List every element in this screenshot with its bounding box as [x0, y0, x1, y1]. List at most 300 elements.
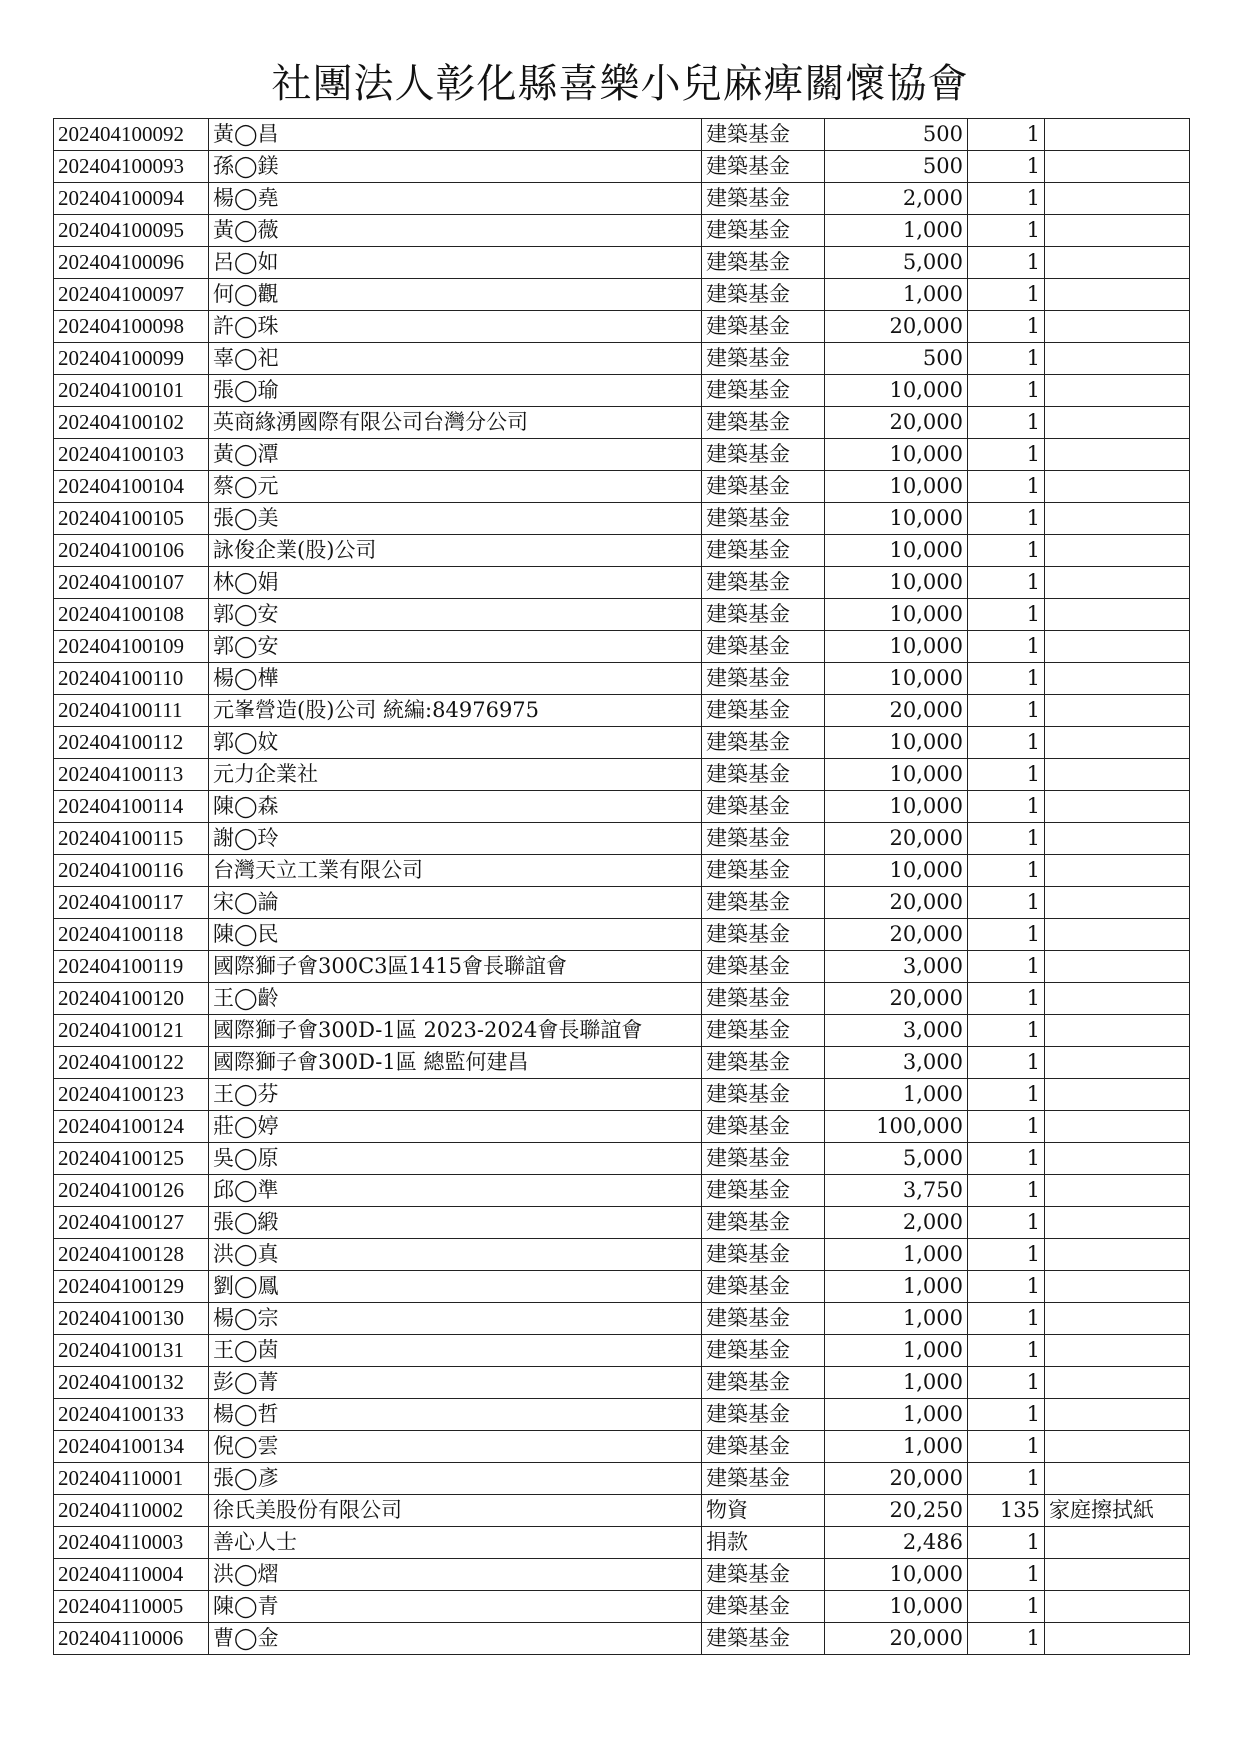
- receipt-number-cell: 202404110002: [54, 1495, 209, 1527]
- table-row: [54, 1079, 1190, 1111]
- amount-cell: 20,000: [825, 407, 968, 439]
- receipt-number-cell: 202404110003: [54, 1527, 209, 1559]
- amount-cell: 1,000: [825, 1271, 968, 1303]
- donor-name-cell: 王◯茵: [209, 1335, 702, 1367]
- table-row: [54, 311, 1190, 343]
- note-cell: [1045, 1175, 1190, 1207]
- table-row: [54, 791, 1190, 823]
- receipt-number-cell: 202404100134: [54, 1431, 209, 1463]
- table-row: [54, 1015, 1190, 1047]
- note-cell: [1045, 791, 1190, 823]
- note-cell: [1045, 1431, 1190, 1463]
- quantity-cell: 1: [968, 119, 1045, 151]
- quantity-cell: 1: [968, 1335, 1045, 1367]
- note-cell: [1045, 1111, 1190, 1143]
- receipt-number-cell: 202404100131: [54, 1335, 209, 1367]
- donation-type-cell: 建築基金: [702, 823, 825, 855]
- amount-cell: 1,000: [825, 215, 968, 247]
- donor-name-cell: 張◯緞: [209, 1207, 702, 1239]
- note-cell: [1045, 535, 1190, 567]
- amount-cell: 20,000: [825, 1463, 968, 1495]
- amount-cell: 20,000: [825, 983, 968, 1015]
- note-cell: [1045, 439, 1190, 471]
- quantity-cell: 1: [968, 631, 1045, 663]
- donor-name-cell: 郭◯妏: [209, 727, 702, 759]
- page-title: 社團法人彰化縣喜樂小兒麻痺關懷協會: [271, 61, 969, 107]
- table-row: [54, 599, 1190, 631]
- donation-type-cell: 建築基金: [702, 119, 825, 151]
- donation-type-cell: 建築基金: [702, 1271, 825, 1303]
- quantity-cell: 1: [968, 1399, 1045, 1431]
- quantity-cell: 1: [968, 567, 1045, 599]
- amount-cell: 1,000: [825, 1399, 968, 1431]
- amount-cell: 2,000: [825, 1207, 968, 1239]
- donor-name-cell: 辜◯祀: [209, 343, 702, 375]
- donation-type-cell: 建築基金: [702, 759, 825, 791]
- quantity-cell: 1: [968, 1303, 1045, 1335]
- amount-cell: 10,000: [825, 535, 968, 567]
- note-cell: [1045, 855, 1190, 887]
- donor-name-cell: 郭◯安: [209, 631, 702, 663]
- receipt-number-cell: 202404100110: [54, 663, 209, 695]
- donation-type-cell: 建築基金: [702, 1079, 825, 1111]
- receipt-number-cell: 202404100099: [54, 343, 209, 375]
- table-row: [54, 983, 1190, 1015]
- receipt-number-cell: 202404100097: [54, 279, 209, 311]
- quantity-cell: 1: [968, 695, 1045, 727]
- receipt-number-cell: 202404100128: [54, 1239, 209, 1271]
- quantity-cell: 1: [968, 1431, 1045, 1463]
- table-row: [54, 535, 1190, 567]
- table-row: [54, 1527, 1190, 1559]
- note-cell: [1045, 183, 1190, 215]
- table-row: [54, 1495, 1190, 1527]
- note-cell: [1045, 279, 1190, 311]
- quantity-cell: 1: [968, 183, 1045, 215]
- donation-type-cell: 建築基金: [702, 1175, 825, 1207]
- amount-cell: 10,000: [825, 759, 968, 791]
- amount-cell: 1,000: [825, 1079, 968, 1111]
- donor-name-cell: 徐氏美股份有限公司: [209, 1495, 702, 1527]
- note-cell: [1045, 151, 1190, 183]
- receipt-number-cell: 202404100120: [54, 983, 209, 1015]
- amount-cell: 10,000: [825, 599, 968, 631]
- table-row: [54, 919, 1190, 951]
- note-cell: [1045, 727, 1190, 759]
- amount-cell: 20,000: [825, 311, 968, 343]
- quantity-cell: 1: [968, 503, 1045, 535]
- donation-type-cell: 建築基金: [702, 1559, 825, 1591]
- amount-cell: 20,250: [825, 1495, 968, 1527]
- amount-cell: 3,000: [825, 951, 968, 983]
- donation-type-cell: 建築基金: [702, 1047, 825, 1079]
- amount-cell: 5,000: [825, 1143, 968, 1175]
- donation-type-cell: 建築基金: [702, 215, 825, 247]
- receipt-number-cell: 202404100108: [54, 599, 209, 631]
- amount-cell: 1,000: [825, 1335, 968, 1367]
- quantity-cell: 1: [968, 1463, 1045, 1495]
- table-row: [54, 279, 1190, 311]
- receipt-number-cell: 202404100132: [54, 1367, 209, 1399]
- donor-name-cell: 何◯觀: [209, 279, 702, 311]
- donor-name-cell: 呂◯如: [209, 247, 702, 279]
- donation-type-cell: 建築基金: [702, 727, 825, 759]
- amount-cell: 1,000: [825, 279, 968, 311]
- donation-type-cell: 建築基金: [702, 151, 825, 183]
- note-cell: [1045, 1463, 1190, 1495]
- amount-cell: 10,000: [825, 1559, 968, 1591]
- table-row: [54, 887, 1190, 919]
- receipt-number-cell: 202404100114: [54, 791, 209, 823]
- donation-type-cell: 物資: [702, 1495, 825, 1527]
- donation-type-cell: 建築基金: [702, 471, 825, 503]
- donor-name-cell: 黃◯潭: [209, 439, 702, 471]
- donation-type-cell: 建築基金: [702, 1431, 825, 1463]
- table-row: [54, 1335, 1190, 1367]
- donation-type-cell: 建築基金: [702, 343, 825, 375]
- receipt-number-cell: 202404100103: [54, 439, 209, 471]
- donor-name-cell: 陳◯民: [209, 919, 702, 951]
- note-cell: [1045, 1047, 1190, 1079]
- amount-cell: 1,000: [825, 1367, 968, 1399]
- quantity-cell: 1: [968, 311, 1045, 343]
- donor-name-cell: 元力企業社: [209, 759, 702, 791]
- note-cell: [1045, 1399, 1190, 1431]
- table-row: [54, 855, 1190, 887]
- donor-name-cell: 張◯瑜: [209, 375, 702, 407]
- donation-type-cell: 建築基金: [702, 1239, 825, 1271]
- donor-name-cell: 楊◯哲: [209, 1399, 702, 1431]
- quantity-cell: 1: [968, 1079, 1045, 1111]
- donation-type-cell: 建築基金: [702, 247, 825, 279]
- donation-type-cell: 建築基金: [702, 183, 825, 215]
- donor-name-cell: 國際獅子會300D-1區 2023-2024會長聯誼會: [209, 1015, 702, 1047]
- donor-name-cell: 陳◯森: [209, 791, 702, 823]
- quantity-cell: 1: [968, 1015, 1045, 1047]
- donor-name-cell: 洪◯熠: [209, 1559, 702, 1591]
- receipt-number-cell: 202404100130: [54, 1303, 209, 1335]
- quantity-cell: 1: [968, 823, 1045, 855]
- receipt-number-cell: 202404100123: [54, 1079, 209, 1111]
- donation-type-cell: 建築基金: [702, 855, 825, 887]
- donor-name-cell: 王◯芬: [209, 1079, 702, 1111]
- table-row: [54, 631, 1190, 663]
- amount-cell: 20,000: [825, 1623, 968, 1655]
- table-row: [54, 759, 1190, 791]
- quantity-cell: 1: [968, 1623, 1045, 1655]
- table-row: [54, 1175, 1190, 1207]
- note-cell: [1045, 503, 1190, 535]
- receipt-number-cell: 202404100125: [54, 1143, 209, 1175]
- note-cell: [1045, 1559, 1190, 1591]
- receipt-number-cell: 202404100121: [54, 1015, 209, 1047]
- quantity-cell: 1: [968, 1271, 1045, 1303]
- donor-name-cell: 楊◯樺: [209, 663, 702, 695]
- quantity-cell: 1: [968, 151, 1045, 183]
- note-cell: [1045, 471, 1190, 503]
- amount-cell: 2,000: [825, 183, 968, 215]
- note-cell: [1045, 1271, 1190, 1303]
- receipt-number-cell: 202404110005: [54, 1591, 209, 1623]
- note-cell: [1045, 375, 1190, 407]
- note-cell: [1045, 1303, 1190, 1335]
- donation-type-cell: 建築基金: [702, 279, 825, 311]
- note-cell: [1045, 919, 1190, 951]
- note-cell: [1045, 215, 1190, 247]
- amount-cell: 5,000: [825, 247, 968, 279]
- quantity-cell: 1: [968, 727, 1045, 759]
- receipt-number-cell: 202404100117: [54, 887, 209, 919]
- note-cell: [1045, 567, 1190, 599]
- amount-cell: 10,000: [825, 439, 968, 471]
- donor-name-cell: 吳◯原: [209, 1143, 702, 1175]
- quantity-cell: 1: [968, 759, 1045, 791]
- donor-name-cell: 王◯齡: [209, 983, 702, 1015]
- receipt-number-cell: 202404100119: [54, 951, 209, 983]
- receipt-number-cell: 202404100096: [54, 247, 209, 279]
- donation-type-cell: 建築基金: [702, 439, 825, 471]
- amount-cell: 500: [825, 119, 968, 151]
- donor-name-cell: 元峯營造(股)公司 統編:84976975: [209, 695, 702, 727]
- table-row: [54, 183, 1190, 215]
- donor-name-cell: 英商緣湧國際有限公司台灣分公司: [209, 407, 702, 439]
- receipt-number-cell: 202404100113: [54, 759, 209, 791]
- donation-type-cell: 建築基金: [702, 663, 825, 695]
- table-row: [54, 375, 1190, 407]
- note-cell: [1045, 887, 1190, 919]
- table-row: [54, 951, 1190, 983]
- donor-name-cell: 楊◯宗: [209, 1303, 702, 1335]
- donor-name-cell: 林◯娟: [209, 567, 702, 599]
- table-row: [54, 247, 1190, 279]
- note-cell: [1045, 407, 1190, 439]
- quantity-cell: 1: [968, 375, 1045, 407]
- donation-type-cell: 建築基金: [702, 375, 825, 407]
- note-cell: [1045, 1079, 1190, 1111]
- donation-type-cell: 建築基金: [702, 1143, 825, 1175]
- donor-name-cell: 彭◯菁: [209, 1367, 702, 1399]
- note-cell: [1045, 631, 1190, 663]
- donor-name-cell: 國際獅子會300C3區1415會長聯誼會: [209, 951, 702, 983]
- donation-type-cell: 建築基金: [702, 1463, 825, 1495]
- quantity-cell: 1: [968, 1559, 1045, 1591]
- quantity-cell: 1: [968, 215, 1045, 247]
- amount-cell: 10,000: [825, 727, 968, 759]
- receipt-number-cell: 202404100095: [54, 215, 209, 247]
- receipt-number-cell: 202404100126: [54, 1175, 209, 1207]
- table-row: [54, 1367, 1190, 1399]
- amount-cell: 10,000: [825, 855, 968, 887]
- receipt-number-cell: 202404100112: [54, 727, 209, 759]
- receipt-number-cell: 202404100111: [54, 695, 209, 727]
- receipt-number-cell: 202404100124: [54, 1111, 209, 1143]
- donor-name-cell: 蔡◯元: [209, 471, 702, 503]
- receipt-number-cell: 202404100133: [54, 1399, 209, 1431]
- quantity-cell: 1: [968, 951, 1045, 983]
- table-row: [54, 1463, 1190, 1495]
- donation-type-cell: 建築基金: [702, 1399, 825, 1431]
- note-cell: [1045, 1015, 1190, 1047]
- receipt-number-cell: 202404100106: [54, 535, 209, 567]
- donation-type-cell: 建築基金: [702, 1303, 825, 1335]
- donor-name-cell: 詠俊企業(股)公司: [209, 535, 702, 567]
- receipt-number-cell: 202404100098: [54, 311, 209, 343]
- donation-type-cell: 建築基金: [702, 567, 825, 599]
- quantity-cell: 1: [968, 791, 1045, 823]
- note-cell: [1045, 695, 1190, 727]
- donation-type-cell: 捐款: [702, 1527, 825, 1559]
- note-cell: [1045, 1239, 1190, 1271]
- amount-cell: 10,000: [825, 663, 968, 695]
- donor-name-cell: 邱◯準: [209, 1175, 702, 1207]
- donor-name-cell: 國際獅子會300D-1區 總監何建昌: [209, 1047, 702, 1079]
- table-row: [54, 343, 1190, 375]
- quantity-cell: 1: [968, 279, 1045, 311]
- receipt-number-cell: 202404100104: [54, 471, 209, 503]
- table-row: [54, 503, 1190, 535]
- donor-name-cell: 善心人士: [209, 1527, 702, 1559]
- amount-cell: 3,750: [825, 1175, 968, 1207]
- donor-name-cell: 許◯珠: [209, 311, 702, 343]
- quantity-cell: 1: [968, 1527, 1045, 1559]
- amount-cell: 10,000: [825, 1591, 968, 1623]
- donor-name-cell: 曹◯金: [209, 1623, 702, 1655]
- receipt-number-cell: 202404100109: [54, 631, 209, 663]
- amount-cell: 1,000: [825, 1239, 968, 1271]
- table-row: [54, 1303, 1190, 1335]
- donor-name-cell: 郭◯安: [209, 599, 702, 631]
- donation-type-cell: 建築基金: [702, 1623, 825, 1655]
- receipt-number-cell: 202404100105: [54, 503, 209, 535]
- table-row: [54, 1047, 1190, 1079]
- donor-name-cell: 張◯彥: [209, 1463, 702, 1495]
- table-row: [54, 1623, 1190, 1655]
- note-cell: [1045, 823, 1190, 855]
- quantity-cell: 1: [968, 1111, 1045, 1143]
- receipt-number-cell: 202404100115: [54, 823, 209, 855]
- note-cell: [1045, 983, 1190, 1015]
- amount-cell: 1,000: [825, 1303, 968, 1335]
- quantity-cell: 1: [968, 1239, 1045, 1271]
- table-row: [54, 407, 1190, 439]
- amount-cell: 20,000: [825, 695, 968, 727]
- donor-name-cell: 宋◯論: [209, 887, 702, 919]
- quantity-cell: 1: [968, 407, 1045, 439]
- table-row: [54, 119, 1190, 151]
- donor-name-cell: 楊◯堯: [209, 183, 702, 215]
- amount-cell: 1,000: [825, 1431, 968, 1463]
- table-row: [54, 1239, 1190, 1271]
- donation-type-cell: 建築基金: [702, 791, 825, 823]
- note-cell: [1045, 1143, 1190, 1175]
- quantity-cell: 1: [968, 1591, 1045, 1623]
- quantity-cell: 1: [968, 439, 1045, 471]
- donor-name-cell: 莊◯婷: [209, 1111, 702, 1143]
- note-cell: [1045, 247, 1190, 279]
- donation-type-cell: 建築基金: [702, 1111, 825, 1143]
- receipt-number-cell: 202404100122: [54, 1047, 209, 1079]
- donation-type-cell: 建築基金: [702, 631, 825, 663]
- quantity-cell: 1: [968, 855, 1045, 887]
- amount-cell: 20,000: [825, 919, 968, 951]
- table-row: [54, 1591, 1190, 1623]
- amount-cell: 10,000: [825, 631, 968, 663]
- quantity-cell: 1: [968, 1367, 1045, 1399]
- donor-name-cell: 孫◯鎂: [209, 151, 702, 183]
- receipt-number-cell: 202404100092: [54, 119, 209, 151]
- amount-cell: 500: [825, 343, 968, 375]
- quantity-cell: 1: [968, 663, 1045, 695]
- table-row: [54, 823, 1190, 855]
- quantity-cell: 135: [968, 1495, 1045, 1527]
- amount-cell: 10,000: [825, 567, 968, 599]
- donation-table-body: [54, 119, 1190, 1655]
- quantity-cell: 1: [968, 535, 1045, 567]
- note-cell: [1045, 1623, 1190, 1655]
- donation-type-cell: 建築基金: [702, 951, 825, 983]
- donor-name-cell: 黃◯昌: [209, 119, 702, 151]
- table-row: [54, 151, 1190, 183]
- donor-name-cell: 謝◯玲: [209, 823, 702, 855]
- table-row: [54, 567, 1190, 599]
- quantity-cell: 1: [968, 599, 1045, 631]
- table-row: [54, 1431, 1190, 1463]
- donation-table: [53, 118, 1190, 1655]
- receipt-number-cell: 202404100116: [54, 855, 209, 887]
- note-cell: [1045, 311, 1190, 343]
- amount-cell: 3,000: [825, 1047, 968, 1079]
- quantity-cell: 1: [968, 471, 1045, 503]
- table-row: [54, 1111, 1190, 1143]
- note-cell: [1045, 1335, 1190, 1367]
- table-row: [54, 1271, 1190, 1303]
- amount-cell: 10,000: [825, 375, 968, 407]
- donation-type-cell: 建築基金: [702, 1207, 825, 1239]
- receipt-number-cell: 202404100093: [54, 151, 209, 183]
- table-row: [54, 1399, 1190, 1431]
- amount-cell: 10,000: [825, 471, 968, 503]
- table-row: [54, 471, 1190, 503]
- table-row: [54, 663, 1190, 695]
- note-cell: [1045, 1527, 1190, 1559]
- donor-name-cell: 劉◯鳳: [209, 1271, 702, 1303]
- note-cell: [1045, 1591, 1190, 1623]
- amount-cell: 20,000: [825, 823, 968, 855]
- receipt-number-cell: 202404100094: [54, 183, 209, 215]
- receipt-number-cell: 202404110006: [54, 1623, 209, 1655]
- quantity-cell: 1: [968, 983, 1045, 1015]
- table-row: [54, 1143, 1190, 1175]
- amount-cell: 2,486: [825, 1527, 968, 1559]
- note-cell: 家庭擦拭紙: [1045, 1495, 1190, 1527]
- quantity-cell: 1: [968, 1143, 1045, 1175]
- receipt-number-cell: 202404110004: [54, 1559, 209, 1591]
- donation-type-cell: 建築基金: [702, 983, 825, 1015]
- donation-type-cell: 建築基金: [702, 407, 825, 439]
- table-row: [54, 1559, 1190, 1591]
- donation-type-cell: 建築基金: [702, 919, 825, 951]
- amount-cell: 10,000: [825, 791, 968, 823]
- amount-cell: 10,000: [825, 503, 968, 535]
- donation-type-cell: 建築基金: [702, 695, 825, 727]
- table-row: [54, 727, 1190, 759]
- table-row: [54, 215, 1190, 247]
- donation-type-cell: 建築基金: [702, 1367, 825, 1399]
- amount-cell: 3,000: [825, 1015, 968, 1047]
- receipt-number-cell: 202404100129: [54, 1271, 209, 1303]
- amount-cell: 20,000: [825, 887, 968, 919]
- table-row: [54, 439, 1190, 471]
